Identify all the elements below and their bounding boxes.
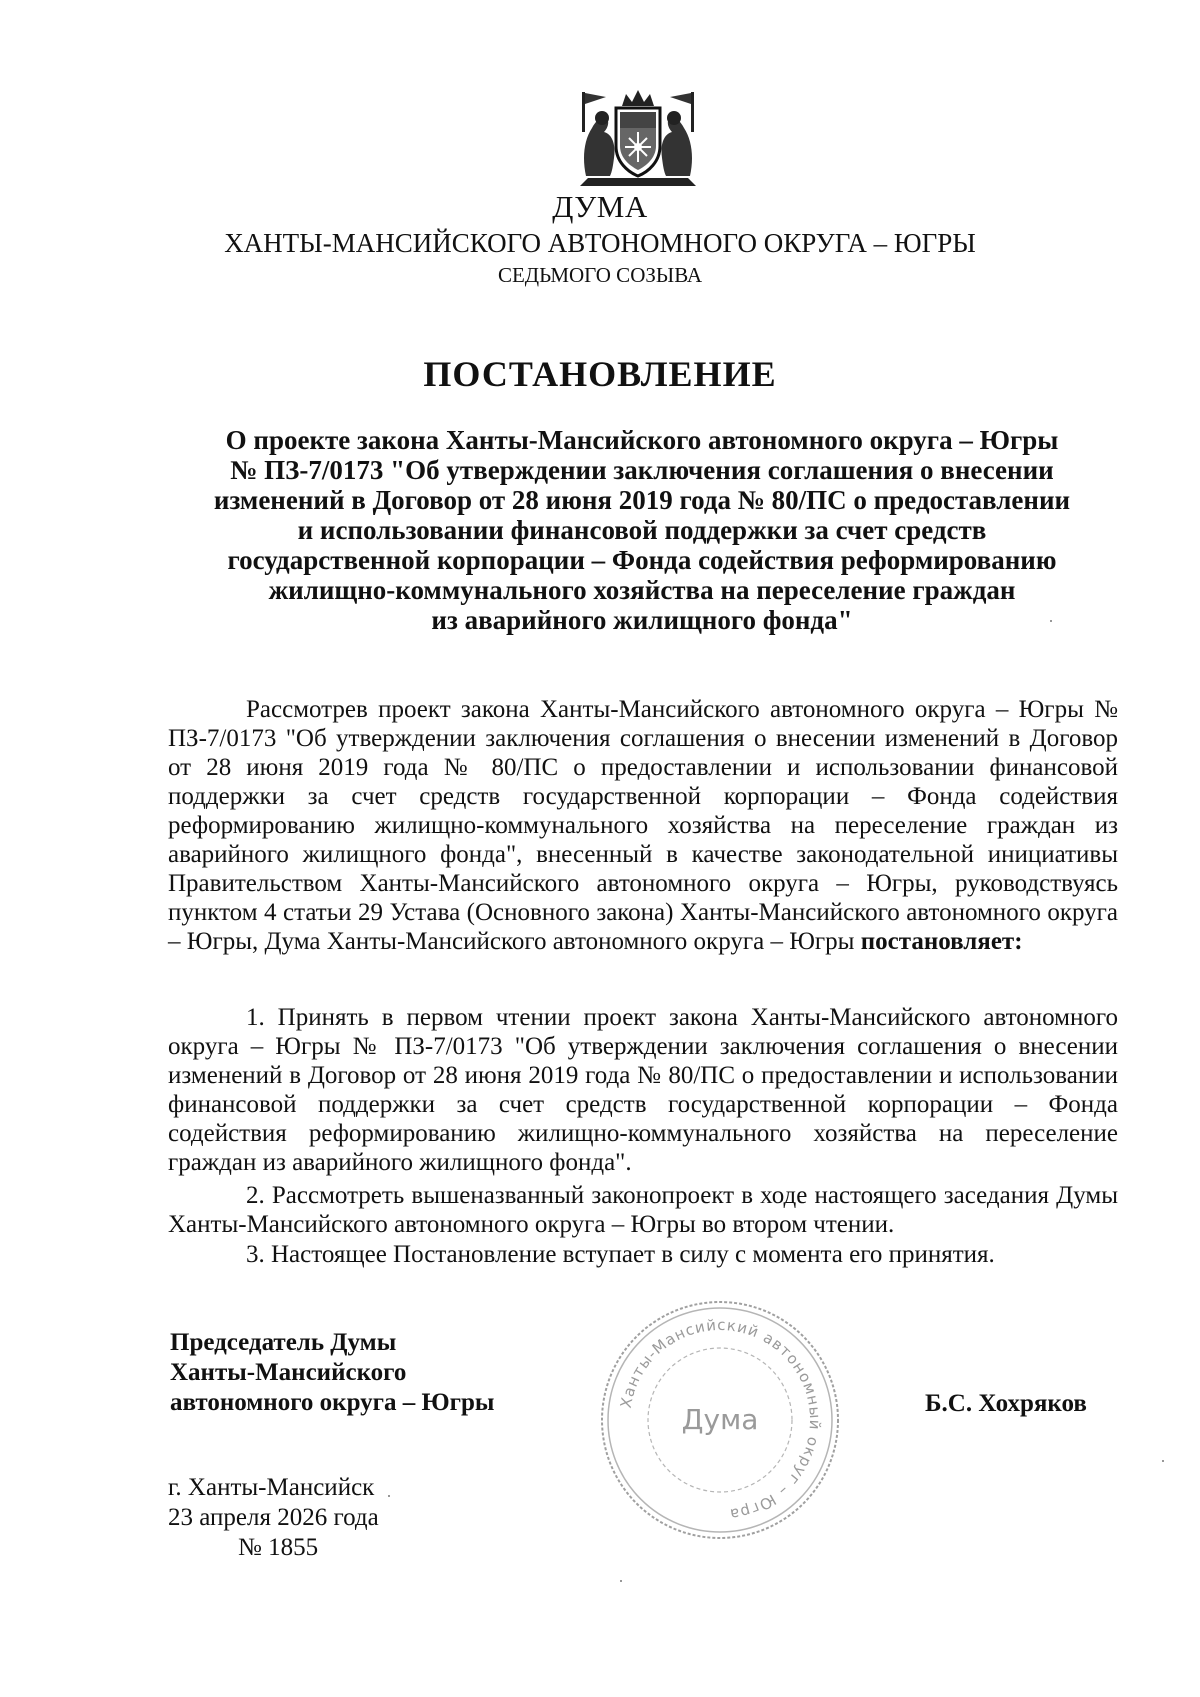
subject-line: и использовании финансовой поддержки за счет средств [297,515,987,545]
preamble-paragraph [168,695,1118,956]
subject-line: жилищно-коммунального хозяйства на переселение граждан [268,575,1016,605]
scan-speck [1162,1460,1164,1462]
document-number: № 1855 [238,1534,319,1561]
signatory-title [170,1328,590,1418]
coat-of-arms-emblem-icon [572,88,704,192]
scan-speck [1050,620,1052,622]
seal-ring-text: Ханты-Мансийский автономный округ – Югра [616,1315,825,1524]
seal-center-text: Дума [681,1403,759,1436]
subject-line: государственной корпорации – Фонда содействия реформированию [227,545,1057,575]
subject-line: изменений в Договор от 28 июня 2019 года № 80/ПС о предоставлении [213,485,1071,515]
convocation: СЕДЬМОГО СОЗЫВА [497,263,703,287]
date: 23 апреля 2026 года [168,1504,379,1531]
scan-speck [620,1580,622,1582]
signatory-name: Б.С. Хохряков [925,1390,1087,1417]
document-title: ПОСТАНОВЛЕНИЕ [423,354,777,394]
decree-word: постановляет: [860,928,1023,955]
document-subject [190,425,1094,635]
signatory-title-line: автономного округа – Югры [170,1389,495,1416]
place-date-number [168,1473,468,1563]
signatory-title-line: Ханты-Мансийского [170,1359,407,1386]
subject-line: № ПЗ-7/0173 "Об утверждении заключения соглашения о внесении [230,455,1054,485]
org-region: ХАНТЫ-МАНСИЙСКОГО АВТОНОМНОГО ОКРУГА – ЮГРЫ [224,228,976,258]
decree-item-2: 2. Рассмотреть вышеназванный законопроект в ходе настоящего заседания Думы Ханты-Мансийского автономного округа – Югры во втором чтении. [168,1182,1118,1238]
preamble-text: Рассмотрев проект закона Ханты-Мансийского автономного округа – Югры № ПЗ-7/0173 "Об утверждении заключения соглашения о внесении изменений в Договор от 28 июня 2019 года № 80/ПС о предоставлении и использовании финансовой поддержки за счет средств государственной корпорации – Фонда содействия реформированию жилищно-коммунального хозяйства на переселение граждан из аварийного жилищного фонда", внесенный в качестве законодательной инициативы Правительством Ханты-Мансийского автономного округа – Югры, руководствуясь пунктом 4 статьи 29 Устава (Основного закона) Ханты-Мансийского автономного округа – Югры, Дума Ханты-Мансийского автономного округа – Югры [168,696,1118,955]
place: г. Ханты-Мансийск [168,1474,375,1501]
subject-line: из аварийного жилищного фонда" [431,605,853,635]
subject-line: О проекте закона Ханты-Мансийского автономного округа – Югры [225,425,1059,455]
decree-item-3: 3. Настоящее Постановление вступает в силу с момента его принятия. [246,1241,995,1268]
scan-speck [388,1495,390,1497]
org-name: ДУМА [552,189,648,224]
decree-item-1: 1. Принять в первом чтении проект закона Ханты-Мансийского автономного округа – Югры № ПЗ-7/0173 "Об утверждении заключения соглашения о внесении изменений в Договор от 28 июня 2019 года № 80/ПС о предоставлении и использовании финансовой поддержки за счет средств государственной корпорации – Фонда содействия реформированию жилищно-коммунального хозяйства на переселение граждан из аварийного жилищного фонда". [168,1004,1118,1176]
signatory-title-line: Председатель Думы [170,1329,397,1356]
official-seal-stamp [596,1296,844,1544]
